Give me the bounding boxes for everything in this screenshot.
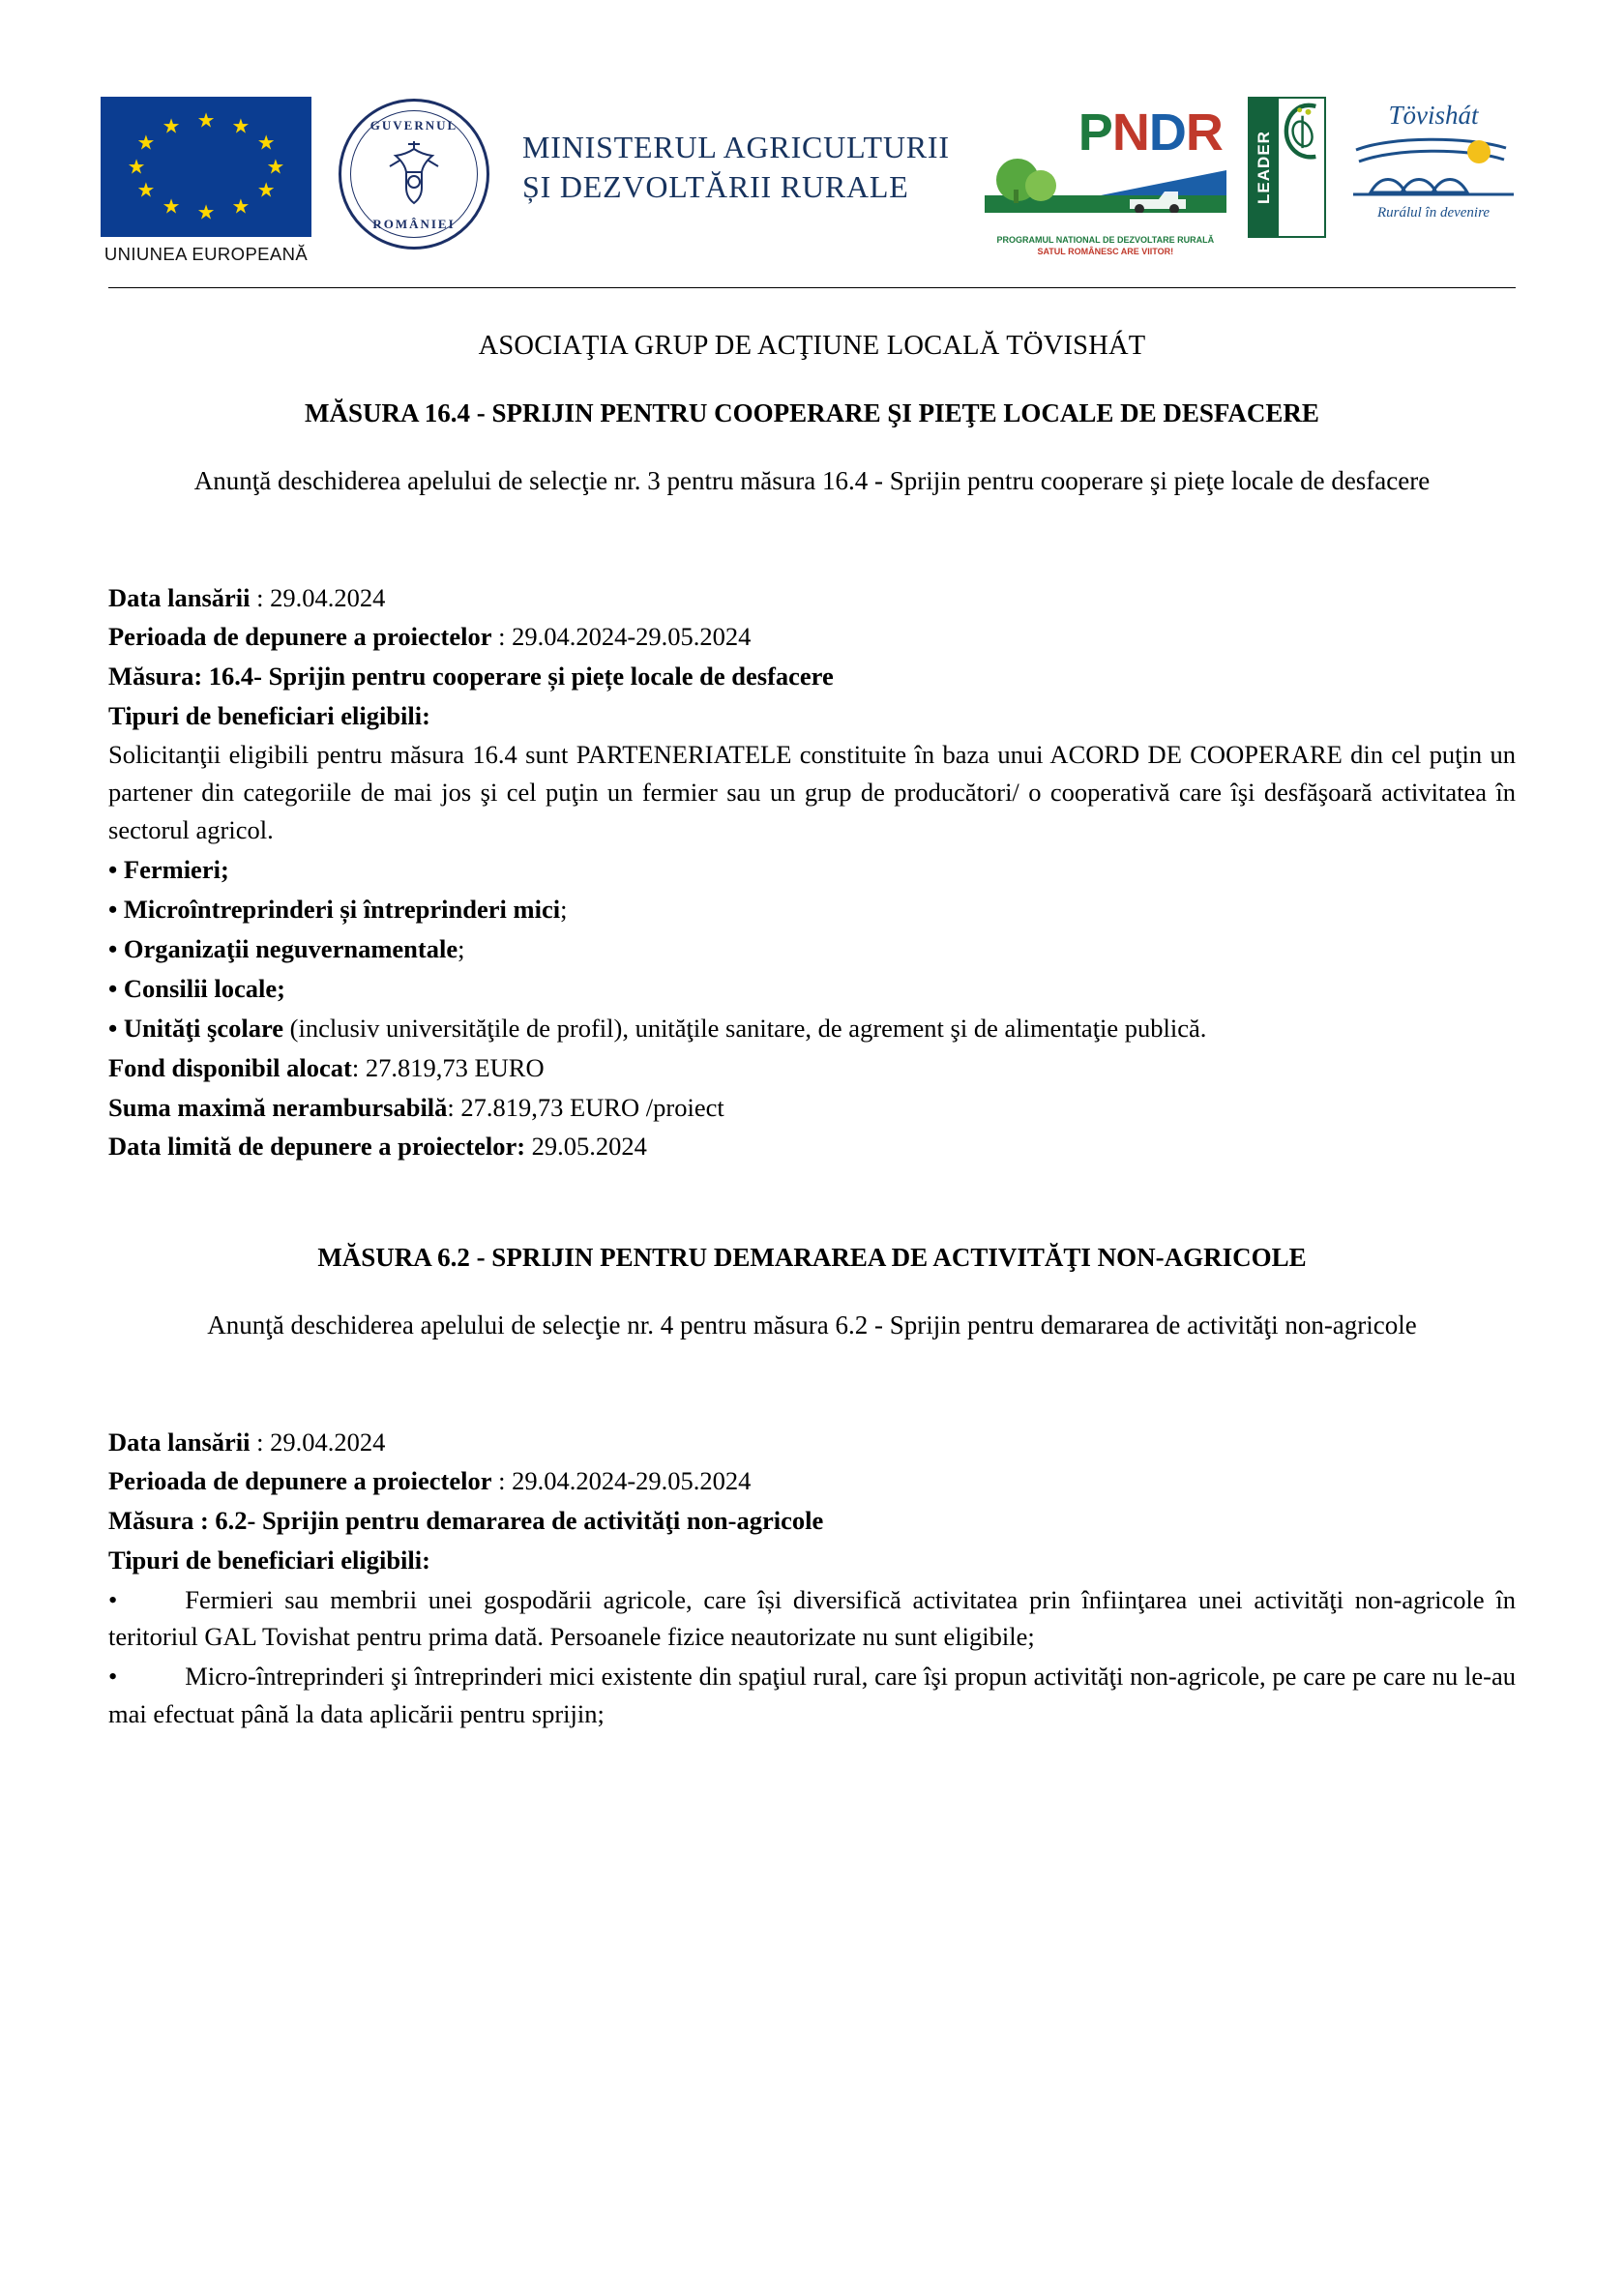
field-value: 27.819,73 EURO /proiect bbox=[460, 1092, 724, 1122]
eu-flag-icon: ★ ★ ★ ★ ★ ★ ★ ★ ★ ★ ★ ★ bbox=[101, 97, 311, 237]
field-data-lansarii bbox=[108, 579, 1516, 617]
field-value: 29.04.2024-29.05.2024 bbox=[512, 1466, 752, 1496]
bullet-bold: • Consilii locale; bbox=[108, 974, 285, 1004]
bullet-bold: • Unităţi şcolare bbox=[108, 1014, 284, 1044]
field-data-lansarii bbox=[108, 1424, 1516, 1461]
beneficiaries-label-text: Tipuri de beneficiari eligibili: bbox=[108, 700, 430, 730]
field-perioada-depunere bbox=[108, 1462, 1516, 1500]
field-value: 29.04.2024 bbox=[270, 1427, 386, 1457]
tovishat-subtitle: Rurálul în devenire bbox=[1376, 205, 1491, 221]
ministry-line-1: MINISTERUL AGRICULTURII bbox=[522, 130, 950, 164]
field-separator: : bbox=[250, 582, 271, 612]
bullet-item bbox=[108, 1010, 1516, 1047]
ministry-title bbox=[522, 97, 950, 207]
section-measure-16-4 bbox=[108, 395, 1516, 1165]
gov-seal-bottom-text: ROMÂNIEI bbox=[372, 217, 456, 231]
dash-item-text: Fermieri sau membrii unei gospodării agricole, care își diversifică activitatea prin înfiinţarea unei activităţi non-agricole în teritoriul GAL Tovishat pentru prima dată. Persoanele fizice neautorizate nu sunt eligibile; bbox=[108, 1584, 1516, 1652]
field-suma-maxima bbox=[108, 1089, 1516, 1127]
logo-header-bar bbox=[103, 97, 1516, 276]
pndr-title: PNDR bbox=[1078, 106, 1223, 162]
field-label: Data lansării bbox=[108, 582, 251, 612]
government-logo bbox=[339, 97, 489, 251]
section-measure-6-2 bbox=[108, 1239, 1516, 1733]
field-separator: : bbox=[351, 1053, 366, 1083]
field-value: 29.04.2024 bbox=[270, 582, 386, 612]
beneficiaries-label-text: Tipuri de beneficiari eligibili: bbox=[108, 1545, 430, 1575]
field-label: Data lansării bbox=[108, 1427, 251, 1457]
bullet-bold: • Microîntreprinderi și întreprinderi mici bbox=[108, 895, 561, 925]
tovishat-logo-icon bbox=[1351, 97, 1516, 221]
pndr-logo bbox=[985, 97, 1226, 257]
romania-coat-of-arms-icon bbox=[339, 99, 489, 250]
bullet-bold: • Organizaţii neguvernamentale bbox=[108, 934, 458, 964]
field-separator bbox=[525, 1132, 532, 1161]
section-announcement: Anunţă deschiderea apelului de selecţie nr. 4 pentru măsura 6.2 - Sprijin pentru demararea de activităţi non-agricole bbox=[207, 1310, 1417, 1340]
pndr-landscape-icon bbox=[985, 157, 1226, 213]
dash-list-item: • Fermieri sau membrii unei gospodării agricole, care își diversifică activitatea prin înfiinţarea unei activităţi non-agricole în teritoriul GAL Tovishat pentru prima dată. Persoanele fizice neautorizate nu sunt eligibile; bbox=[108, 1584, 1516, 1652]
field-label: Fond disponibil alocat bbox=[108, 1053, 352, 1083]
pndr-logo-icon bbox=[985, 106, 1226, 232]
bullet-item bbox=[108, 851, 1516, 889]
field-value: 27.819,73 EURO bbox=[365, 1053, 545, 1083]
section-heading: MĂSURA 6.2 - SPRIJIN PENTRU DEMARAREA DE ACTIVITĂŢI NON-AGRICOLE bbox=[317, 1243, 1307, 1273]
dash-item-text: Micro-întreprinderi şi întreprinderi mici existente din spaţiul rural, care îşi propun activităţi non-agricole, pe care pe care nu le-au mai efectuat până la data aplicării pentru sprijin; bbox=[108, 1662, 1516, 1729]
leader-label: LEADER bbox=[1254, 131, 1273, 204]
leader-logo-icon bbox=[1248, 97, 1326, 238]
pndr-caption-line-2: SATUL ROMÂNESC ARE VIITOR! bbox=[1037, 247, 1174, 257]
measure-line bbox=[108, 1502, 1516, 1540]
dash-list-item: • Micro-întreprinderi şi întreprinderi mici existente din spaţiul rural, care îşi propun activităţi non-agricole, pe care pe care nu le-au mai efectuat până la data aplicării pentru sprijin; bbox=[108, 1662, 1516, 1729]
measure-line-text: Măsura : 6.2- Sprijin pentru demararea de activităţi non-agricole bbox=[108, 1506, 824, 1536]
field-label: Perioada de depunere a proiectelor bbox=[108, 622, 492, 652]
pndr-caption-line-1: PROGRAMUL NATIONAL DE DEZVOLTARE RURALĂ bbox=[996, 235, 1215, 245]
eu-caption: UNIUNEA EUROPEANĂ bbox=[103, 244, 309, 264]
tovishat-name: Tövishát bbox=[1388, 101, 1479, 130]
bullet-item bbox=[108, 930, 1516, 968]
field-perioada-depunere bbox=[108, 618, 1516, 656]
leader-emblem-icon bbox=[1279, 99, 1324, 164]
bullet-item bbox=[108, 891, 1516, 928]
eagle-emblem-icon bbox=[376, 139, 452, 209]
bullet-rest: (inclusiv universităţile de profil), unităţile sanitare, de agrement şi de alimentaţie publică. bbox=[283, 1014, 1207, 1044]
gov-seal-top-text: GUVERNUL bbox=[369, 118, 458, 132]
measure-line-text: Măsura: 16.4- Sprijin pentru cooperare și piețe locale de desfacere bbox=[108, 662, 834, 692]
field-label: Suma maximă nerambursabilă bbox=[108, 1092, 448, 1122]
beneficiaries-label bbox=[108, 1542, 1516, 1579]
field-label: Perioada de depunere a proiectelor bbox=[108, 1466, 492, 1496]
field-value: 29.04.2024-29.05.2024 bbox=[512, 622, 752, 652]
eu-logo bbox=[101, 97, 311, 265]
section-announcement: Anunţă deschiderea apelului de selecţie nr. 3 pentru măsura 16.4 - Sprijin pentru cooperare şi pieţe locale de desfacere bbox=[193, 466, 1431, 496]
measure-line bbox=[108, 658, 1516, 695]
beneficiaries-intro: Solicitanţii eligibili pentru măsura 16.4 sunt PARTENERIATELE constituite în baza unui ACORD DE COOPERARE din cel puţin un partener din categoriile de mai jos şi cel puţin un fermier sau un grup de producători/ o cooperativă care îşi desfăşoară activitatea în sectorul agricol. bbox=[108, 740, 1516, 845]
field-separator: : bbox=[491, 1466, 513, 1496]
leader-sidebar bbox=[1250, 99, 1279, 236]
field-separator: : bbox=[447, 1092, 461, 1122]
field-separator: : bbox=[250, 1427, 271, 1457]
bullet-item bbox=[108, 970, 1516, 1008]
section-heading: MĂSURA 16.4 - SPRIJIN PENTRU COOPERARE ŞI PIEŢE LOCALE DE DESFACERE bbox=[305, 398, 1319, 427]
page-title: ASOCIAŢIA GRUP DE ACŢIUNE LOCALĂ TÖVISHÁT bbox=[478, 331, 1146, 361]
bullet-rest: ; bbox=[560, 895, 568, 925]
header-divider bbox=[108, 287, 1516, 288]
pndr-caption bbox=[985, 234, 1226, 257]
bullet-bold: • Fermieri; bbox=[108, 855, 229, 885]
ministry-line-2: ȘI DEZVOLTĂRII RURALE bbox=[522, 168, 909, 204]
field-separator: : bbox=[491, 622, 513, 652]
field-label: Data limită de depunere a proiectelor: bbox=[108, 1132, 526, 1162]
field-data-limita bbox=[108, 1128, 1516, 1165]
tovishat-emblem-icon bbox=[1351, 129, 1516, 198]
bullet-rest: ; bbox=[458, 934, 465, 964]
field-fond-disponibil bbox=[108, 1049, 1516, 1087]
beneficiaries-label bbox=[108, 697, 1516, 735]
field-value: 29.05.2024 bbox=[531, 1132, 647, 1162]
